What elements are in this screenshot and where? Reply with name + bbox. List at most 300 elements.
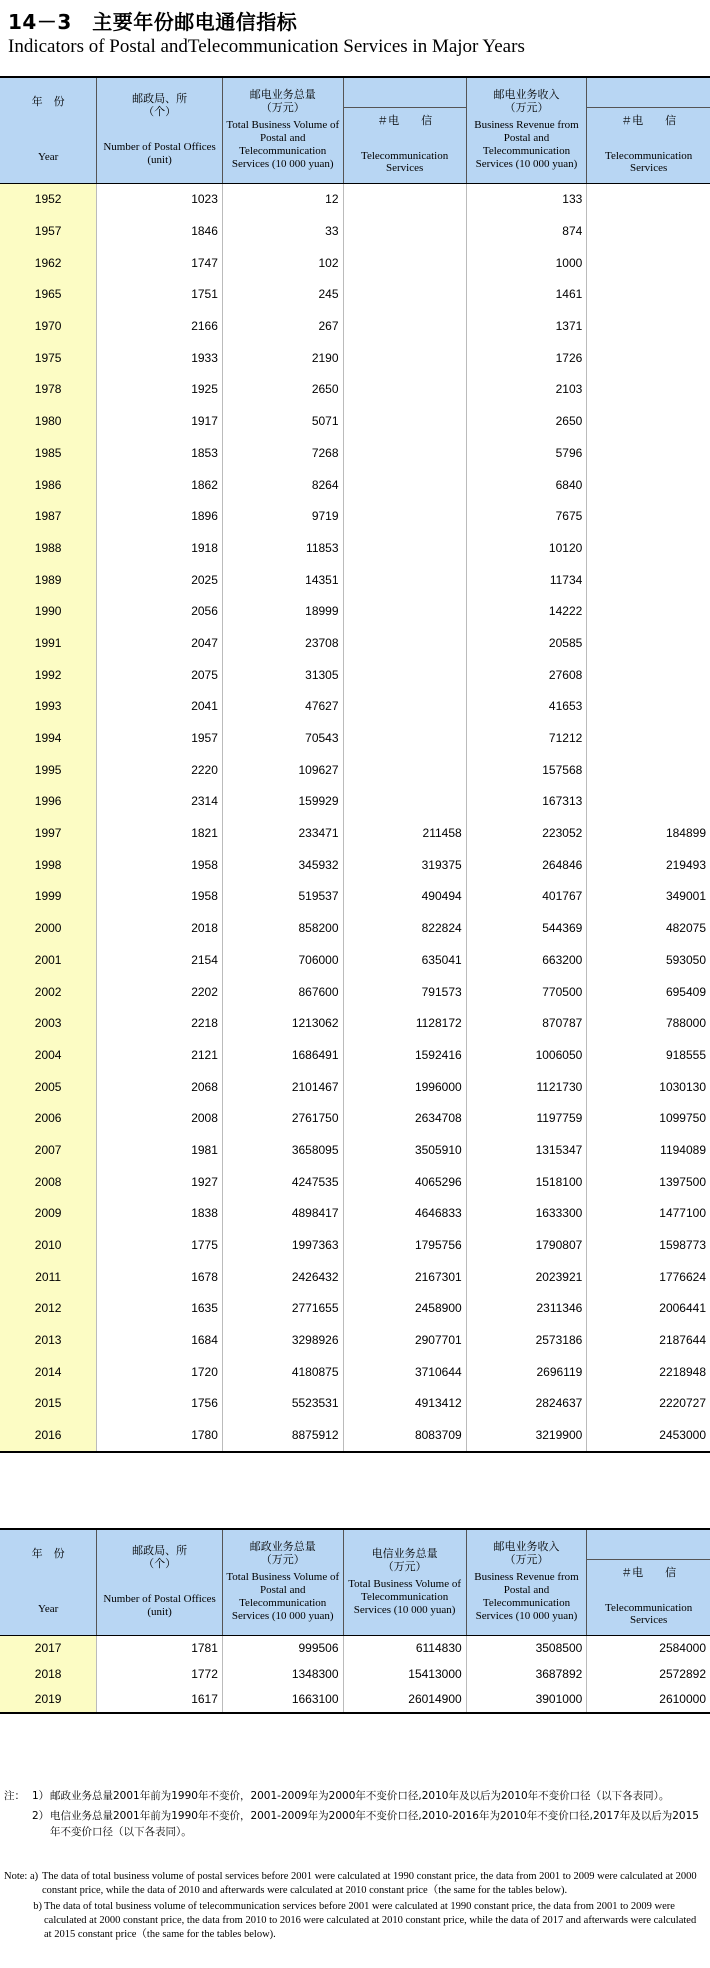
- col3-cell: 519537: [222, 881, 343, 913]
- col-header-postal-volume: 邮政业务总量 （万元） Total Business Volume of Postal and Telecommunication Services (10 000 yuan): [222, 1529, 343, 1635]
- col4-cell: 2458900: [343, 1293, 466, 1325]
- year-cell: 1996: [0, 786, 97, 818]
- col5-cell: 3687892: [466, 1661, 587, 1687]
- table-row: [0, 659, 710, 691]
- table-row: [0, 691, 710, 723]
- post-offices-cell: 1981: [97, 1134, 223, 1166]
- table-row: [0, 1661, 710, 1687]
- post-offices-cell: 1751: [97, 279, 223, 311]
- table-row: [0, 1419, 710, 1452]
- year-cell: 1965: [0, 279, 97, 311]
- col5-cell: 3901000: [466, 1687, 587, 1714]
- year-cell: 1989: [0, 564, 97, 596]
- year-cell: 1980: [0, 405, 97, 437]
- year-cell: 2017: [0, 1635, 97, 1661]
- col6-cell: 1598773: [587, 1229, 710, 1261]
- col6-cell: 482075: [587, 912, 710, 944]
- col-header-business-revenue: 邮电业务收入 （万元） Business Revenue from Postal and Telecommunication Services (10 000 yuan): [466, 77, 587, 183]
- col5-cell: 11734: [466, 564, 587, 596]
- col4-cell: [343, 691, 466, 723]
- note-2-label: 2）: [32, 1810, 50, 1822]
- year-cell: 1993: [0, 691, 97, 723]
- col5-cell: 1726: [466, 342, 587, 374]
- table-row: [0, 1635, 710, 1661]
- col3-cell: 31305: [222, 659, 343, 691]
- col6-cell: 788000: [587, 1007, 710, 1039]
- col3-cell: 3658095: [222, 1134, 343, 1166]
- col6-cell: [587, 786, 710, 818]
- table-row: [0, 500, 710, 532]
- post-offices-cell: 1957: [97, 722, 223, 754]
- table-row: [0, 1261, 710, 1293]
- col5-cell: 133: [466, 183, 587, 215]
- indicators-table-1952-2016: [0, 76, 710, 1453]
- year-cell: 1957: [0, 215, 97, 247]
- col5-cell: 2824637: [466, 1388, 587, 1420]
- table-row: [0, 405, 710, 437]
- col6-cell: 1194089: [587, 1134, 710, 1166]
- year-cell: 1992: [0, 659, 97, 691]
- col3-cell: 18999: [222, 595, 343, 627]
- post-offices-cell: 1617: [97, 1687, 223, 1714]
- col5-cell: 3219900: [466, 1419, 587, 1452]
- col6-cell: [587, 215, 710, 247]
- year-cell: 1988: [0, 532, 97, 564]
- table-row: [0, 532, 710, 564]
- col4-cell: 2167301: [343, 1261, 466, 1293]
- col5-cell: 2573186: [466, 1324, 587, 1356]
- post-offices-cell: 1781: [97, 1635, 223, 1661]
- table-row: [0, 1687, 710, 1714]
- post-offices-cell: 2008: [97, 1102, 223, 1134]
- post-offices-cell: 1925: [97, 374, 223, 406]
- table-row: [0, 469, 710, 501]
- col6-cell: [587, 247, 710, 279]
- col6-cell: 2218948: [587, 1356, 710, 1388]
- col3-cell: 11853: [222, 532, 343, 564]
- post-offices-cell: 2068: [97, 1071, 223, 1103]
- col6-cell: 219493: [587, 849, 710, 881]
- year-cell: 1999: [0, 881, 97, 913]
- col6-cell: [587, 564, 710, 596]
- year-cell: 2019: [0, 1687, 97, 1714]
- col4-cell: 1996000: [343, 1071, 466, 1103]
- col5-cell: 2696119: [466, 1356, 587, 1388]
- year-cell: 2007: [0, 1134, 97, 1166]
- post-offices-cell: 1821: [97, 817, 223, 849]
- post-offices-cell: 2047: [97, 627, 223, 659]
- col4-cell: [343, 437, 466, 469]
- col5-cell: 2023921: [466, 1261, 587, 1293]
- table-row: [0, 342, 710, 374]
- year-cell: 2001: [0, 944, 97, 976]
- col3-cell: 70543: [222, 722, 343, 754]
- post-offices-cell: 1838: [97, 1198, 223, 1230]
- col3-cell: 4898417: [222, 1198, 343, 1230]
- col5-cell: 663200: [466, 944, 587, 976]
- col3-cell: 1686491: [222, 1039, 343, 1071]
- col3-cell: 2426432: [222, 1261, 343, 1293]
- col4-cell: [343, 532, 466, 564]
- col4-cell: [343, 215, 466, 247]
- table-row: [0, 1166, 710, 1198]
- table-row: [0, 912, 710, 944]
- col6-cell: 2220727: [587, 1388, 710, 1420]
- col3-cell: 33: [222, 215, 343, 247]
- col6-cell: 2584000: [587, 1635, 710, 1661]
- post-offices-cell: 1933: [97, 342, 223, 374]
- table-row: [0, 1356, 710, 1388]
- table-row: [0, 786, 710, 818]
- col6-cell: [587, 595, 710, 627]
- post-offices-cell: 1635: [97, 1293, 223, 1325]
- col3-cell: 3298926: [222, 1324, 343, 1356]
- col5-cell: 1790807: [466, 1229, 587, 1261]
- col4-cell: [343, 564, 466, 596]
- year-cell: 1991: [0, 627, 97, 659]
- table-row: [0, 1007, 710, 1039]
- col4-cell: 4646833: [343, 1198, 466, 1230]
- note-b-text: The data of total business volume of telecommunication services before 2001 were calculated at 1990 constant price, the data from 2001 to 2009 were calculated at 2000 constant price, the data from 2010 to 2016 were calculated at 2010 constant price, while the data of 2017 and afterwards were calculated at 2015 constant price（the same for the tables below).: [44, 1901, 697, 1940]
- post-offices-cell: 1927: [97, 1166, 223, 1198]
- year-cell: 2006: [0, 1102, 97, 1134]
- col5-cell: 27608: [466, 659, 587, 691]
- col6-cell: [587, 469, 710, 501]
- col3-cell: 1348300: [222, 1661, 343, 1687]
- col3-cell: 8264: [222, 469, 343, 501]
- table-row: [0, 310, 710, 342]
- col4-cell: 490494: [343, 881, 466, 913]
- col3-cell: 1663100: [222, 1687, 343, 1714]
- col5-cell: 1371: [466, 310, 587, 342]
- year-cell: 2010: [0, 1229, 97, 1261]
- col3-cell: 7268: [222, 437, 343, 469]
- note-1-label: 1）: [32, 1790, 50, 1802]
- note-b-label: b): [33, 1901, 42, 1912]
- post-offices-cell: 2166: [97, 310, 223, 342]
- col6-cell: 1397500: [587, 1166, 710, 1198]
- col-header-post-offices-2: 邮政局、所 （个） Number of Postal Offices (unit): [97, 1529, 223, 1635]
- table-row: [0, 595, 710, 627]
- col4-cell: 822824: [343, 912, 466, 944]
- col4-cell: [343, 754, 466, 786]
- col4-cell: 2907701: [343, 1324, 466, 1356]
- col5-cell: 1000: [466, 247, 587, 279]
- col6-cell: [587, 659, 710, 691]
- col3-cell: 245: [222, 279, 343, 311]
- col4-cell: [343, 627, 466, 659]
- col5-cell: 1121730: [466, 1071, 587, 1103]
- table-row: [0, 1293, 710, 1325]
- year-cell: 2009: [0, 1198, 97, 1230]
- col6-cell: [587, 437, 710, 469]
- note-label: 注：: [4, 1790, 25, 1802]
- post-offices-cell: 1917: [97, 405, 223, 437]
- post-offices-cell: 1896: [97, 500, 223, 532]
- col5-cell: 5796: [466, 437, 587, 469]
- col6-cell: 349001: [587, 881, 710, 913]
- col6-cell: [587, 279, 710, 311]
- col5-cell: 2103: [466, 374, 587, 406]
- col4-cell: 15413000: [343, 1661, 466, 1687]
- col4-cell: 1795756: [343, 1229, 466, 1261]
- col5-cell: 874: [466, 215, 587, 247]
- col5-cell: 544369: [466, 912, 587, 944]
- post-offices-cell: 1756: [97, 1388, 223, 1420]
- col5-cell: 6840: [466, 469, 587, 501]
- col6-cell: 1776624: [587, 1261, 710, 1293]
- col4-cell: [343, 405, 466, 437]
- table-row: [0, 754, 710, 786]
- table-row: [0, 627, 710, 659]
- table-row: [0, 279, 710, 311]
- col3-cell: 1213062: [222, 1007, 343, 1039]
- table-row: [0, 817, 710, 849]
- col6-cell: 2187644: [587, 1324, 710, 1356]
- col5-cell: 1006050: [466, 1039, 587, 1071]
- col4-cell: 6114830: [343, 1635, 466, 1661]
- col-header-telecom-revenue: ＃电 信 Telecommunication Services: [587, 107, 710, 183]
- year-cell: 2018: [0, 1661, 97, 1687]
- col4-cell: [343, 247, 466, 279]
- col6-cell: 1099750: [587, 1102, 710, 1134]
- col-header-year-2: 年 份 Year: [0, 1529, 97, 1635]
- col6-cell: [587, 500, 710, 532]
- post-offices-cell: 2220: [97, 754, 223, 786]
- col3-cell: 5071: [222, 405, 343, 437]
- indicators-table-2017-2019: [0, 1528, 710, 1714]
- col-header-post-offices: 邮政局、所 （个） Number of Postal Offices (unit): [97, 77, 223, 183]
- col6-cell: [587, 405, 710, 437]
- col4-cell: [343, 786, 466, 818]
- col5-cell: 870787: [466, 1007, 587, 1039]
- year-cell: 1975: [0, 342, 97, 374]
- col6-cell: [587, 627, 710, 659]
- col6-cell: 184899: [587, 817, 710, 849]
- col4-cell: 26014900: [343, 1687, 466, 1714]
- year-cell: 2011: [0, 1261, 97, 1293]
- table-row: [0, 1102, 710, 1134]
- col4-cell: 4913412: [343, 1388, 466, 1420]
- col4-cell: 319375: [343, 849, 466, 881]
- col6-cell: [587, 310, 710, 342]
- col3-cell: 8875912: [222, 1419, 343, 1452]
- table-row: [0, 374, 710, 406]
- col4-cell: 635041: [343, 944, 466, 976]
- col4-cell: 1592416: [343, 1039, 466, 1071]
- year-cell: 2002: [0, 976, 97, 1008]
- col3-cell: 2771655: [222, 1293, 343, 1325]
- col4-cell: [343, 500, 466, 532]
- year-cell: 1987: [0, 500, 97, 532]
- col4-cell: 3710644: [343, 1356, 466, 1388]
- title-chinese: 14－3 主要年份邮电通信指标: [8, 10, 298, 34]
- post-offices-cell: 1747: [97, 247, 223, 279]
- note-a-text: The data of total business volume of postal services before 2001 were calculated at 1990 constant price, the data from 2001 to 2009 were calculated at 2000 constant price, while the data of 2010 and afterwards were calculated at 2010 constant price（the same for the tables below).: [42, 1871, 697, 1896]
- year-cell: 1994: [0, 722, 97, 754]
- post-offices-cell: 2018: [97, 912, 223, 944]
- col4-cell: [343, 659, 466, 691]
- col5-cell: 3508500: [466, 1635, 587, 1661]
- col5-cell: 41653: [466, 691, 587, 723]
- year-cell: 1998: [0, 849, 97, 881]
- post-offices-cell: 1780: [97, 1419, 223, 1452]
- col5-cell: 1633300: [466, 1198, 587, 1230]
- col3-cell: 23708: [222, 627, 343, 659]
- col6-cell: 1030130: [587, 1071, 710, 1103]
- post-offices-cell: 2154: [97, 944, 223, 976]
- year-cell: 1985: [0, 437, 97, 469]
- year-cell: 2014: [0, 1356, 97, 1388]
- year-cell: 2012: [0, 1293, 97, 1325]
- col5-cell: 71212: [466, 722, 587, 754]
- col4-cell: [343, 595, 466, 627]
- col5-cell: 1461: [466, 279, 587, 311]
- col-header-telecom-revenue-2: ＃电 信 Telecommunication Services: [587, 1559, 710, 1635]
- col3-cell: 4247535: [222, 1166, 343, 1198]
- col6-cell: 2006441: [587, 1293, 710, 1325]
- table-row: [0, 183, 710, 215]
- col6-cell: [587, 183, 710, 215]
- col3-cell: 1997363: [222, 1229, 343, 1261]
- year-cell: 2005: [0, 1071, 97, 1103]
- col-header-total-volume: 邮电业务总量 （万元） Total Business Volume of Postal and Telecommunication Services (10 000 yuan): [222, 77, 343, 183]
- col4-cell: 791573: [343, 976, 466, 1008]
- col3-cell: 109627: [222, 754, 343, 786]
- table-row: [0, 976, 710, 1008]
- col5-cell: 14222: [466, 595, 587, 627]
- post-offices-cell: 1853: [97, 437, 223, 469]
- post-offices-cell: 1958: [97, 881, 223, 913]
- table-row: [0, 1324, 710, 1356]
- col5-cell: 1197759: [466, 1102, 587, 1134]
- col-header-year: 年 份 Year: [0, 77, 97, 183]
- col3-cell: 47627: [222, 691, 343, 723]
- col3-cell: 159929: [222, 786, 343, 818]
- col6-cell: [587, 722, 710, 754]
- col4-cell: 8083709: [343, 1419, 466, 1452]
- col3-cell: 2650: [222, 374, 343, 406]
- year-cell: 1986: [0, 469, 97, 501]
- col4-cell: [343, 279, 466, 311]
- col3-cell: 14351: [222, 564, 343, 596]
- col5-cell: 1518100: [466, 1166, 587, 1198]
- col3-cell: 233471: [222, 817, 343, 849]
- col5-cell: 2311346: [466, 1293, 587, 1325]
- col5-cell: 223052: [466, 817, 587, 849]
- col5-cell: 770500: [466, 976, 587, 1008]
- post-offices-cell: 1958: [97, 849, 223, 881]
- table-row: [0, 849, 710, 881]
- col4-cell: 2634708: [343, 1102, 466, 1134]
- notes-chinese: [4, 1788, 704, 1840]
- col4-cell: [343, 374, 466, 406]
- col3-cell: 345932: [222, 849, 343, 881]
- table-row: [0, 1134, 710, 1166]
- col5-cell: 264846: [466, 849, 587, 881]
- col4-cell: [343, 722, 466, 754]
- year-cell: 2008: [0, 1166, 97, 1198]
- col3-cell: 867600: [222, 976, 343, 1008]
- col6-cell: [587, 374, 710, 406]
- col3-cell: 267: [222, 310, 343, 342]
- year-cell: 1995: [0, 754, 97, 786]
- col5-cell: 10120: [466, 532, 587, 564]
- table-row: [0, 437, 710, 469]
- col6-cell: [587, 754, 710, 786]
- post-offices-cell: 2025: [97, 564, 223, 596]
- post-offices-cell: 1862: [97, 469, 223, 501]
- table-row: [0, 1229, 710, 1261]
- col6-cell: 695409: [587, 976, 710, 1008]
- note-2-text: 电信业务总量2001年前为1990年不变价，2001-2009年为2000年不变价口径,2010-2016年为2010年不变价口径,2017年及以后为2015年不变价口径（以下各表同）。: [50, 1810, 699, 1838]
- col6-cell: [587, 691, 710, 723]
- col3-cell: 999506: [222, 1635, 343, 1661]
- col6-cell: [587, 342, 710, 374]
- table-row: [0, 1388, 710, 1420]
- table-row: [0, 247, 710, 279]
- year-cell: 1997: [0, 817, 97, 849]
- table-row: [0, 944, 710, 976]
- year-cell: 2004: [0, 1039, 97, 1071]
- note-1-text: 邮政业务总量2001年前为1990年不变价，2001-2009年为2000年不变价口径,2010年及以后为2010年不变价口径（以下各表同）。: [50, 1790, 670, 1802]
- year-cell: 2013: [0, 1324, 97, 1356]
- table-row: [0, 564, 710, 596]
- post-offices-cell: 2041: [97, 691, 223, 723]
- table-row: [0, 722, 710, 754]
- col3-cell: 5523531: [222, 1388, 343, 1420]
- post-offices-cell: 2075: [97, 659, 223, 691]
- title-english: Indicators of Postal andTelecommunication Services in Major Years: [8, 36, 525, 57]
- year-cell: 2016: [0, 1419, 97, 1452]
- table-row: [0, 1071, 710, 1103]
- year-cell: 1970: [0, 310, 97, 342]
- col6-cell: 593050: [587, 944, 710, 976]
- table-row: [0, 1198, 710, 1230]
- col4-cell: [343, 183, 466, 215]
- col5-cell: 2650: [466, 405, 587, 437]
- col5-cell: 20585: [466, 627, 587, 659]
- year-cell: 2003: [0, 1007, 97, 1039]
- col6-cell: 2610000: [587, 1687, 710, 1714]
- col-header-telecom-volume: ＃电 信 Telecommunication Services: [343, 107, 466, 183]
- col5-cell: 401767: [466, 881, 587, 913]
- col4-cell: 3505910: [343, 1134, 466, 1166]
- col-header-business-revenue-2: 邮电业务收入 （万元） Business Revenue from Postal and Telecommunication Services (10 000 yuan): [466, 1529, 587, 1635]
- col5-cell: 7675: [466, 500, 587, 532]
- col4-cell: [343, 469, 466, 501]
- col6-cell: 2572892: [587, 1661, 710, 1687]
- post-offices-cell: 1846: [97, 215, 223, 247]
- note-a-label: Note: a): [4, 1871, 39, 1882]
- year-cell: 1990: [0, 595, 97, 627]
- col4-cell: 211458: [343, 817, 466, 849]
- post-offices-cell: 1023: [97, 183, 223, 215]
- post-offices-cell: 2314: [97, 786, 223, 818]
- col3-cell: 4180875: [222, 1356, 343, 1388]
- post-offices-cell: 1775: [97, 1229, 223, 1261]
- notes-english: [4, 1870, 704, 1944]
- col3-cell: 2101467: [222, 1071, 343, 1103]
- post-offices-cell: 1678: [97, 1261, 223, 1293]
- col-header-telecom-total-volume: 电信业务总量 （万元） Total Business Volume of Telecommunication Services (10 000 yuan): [343, 1529, 466, 1635]
- col6-cell: 1477100: [587, 1198, 710, 1230]
- col3-cell: 706000: [222, 944, 343, 976]
- year-cell: 2000: [0, 912, 97, 944]
- col3-cell: 858200: [222, 912, 343, 944]
- col3-cell: 2190: [222, 342, 343, 374]
- col3-cell: 9719: [222, 500, 343, 532]
